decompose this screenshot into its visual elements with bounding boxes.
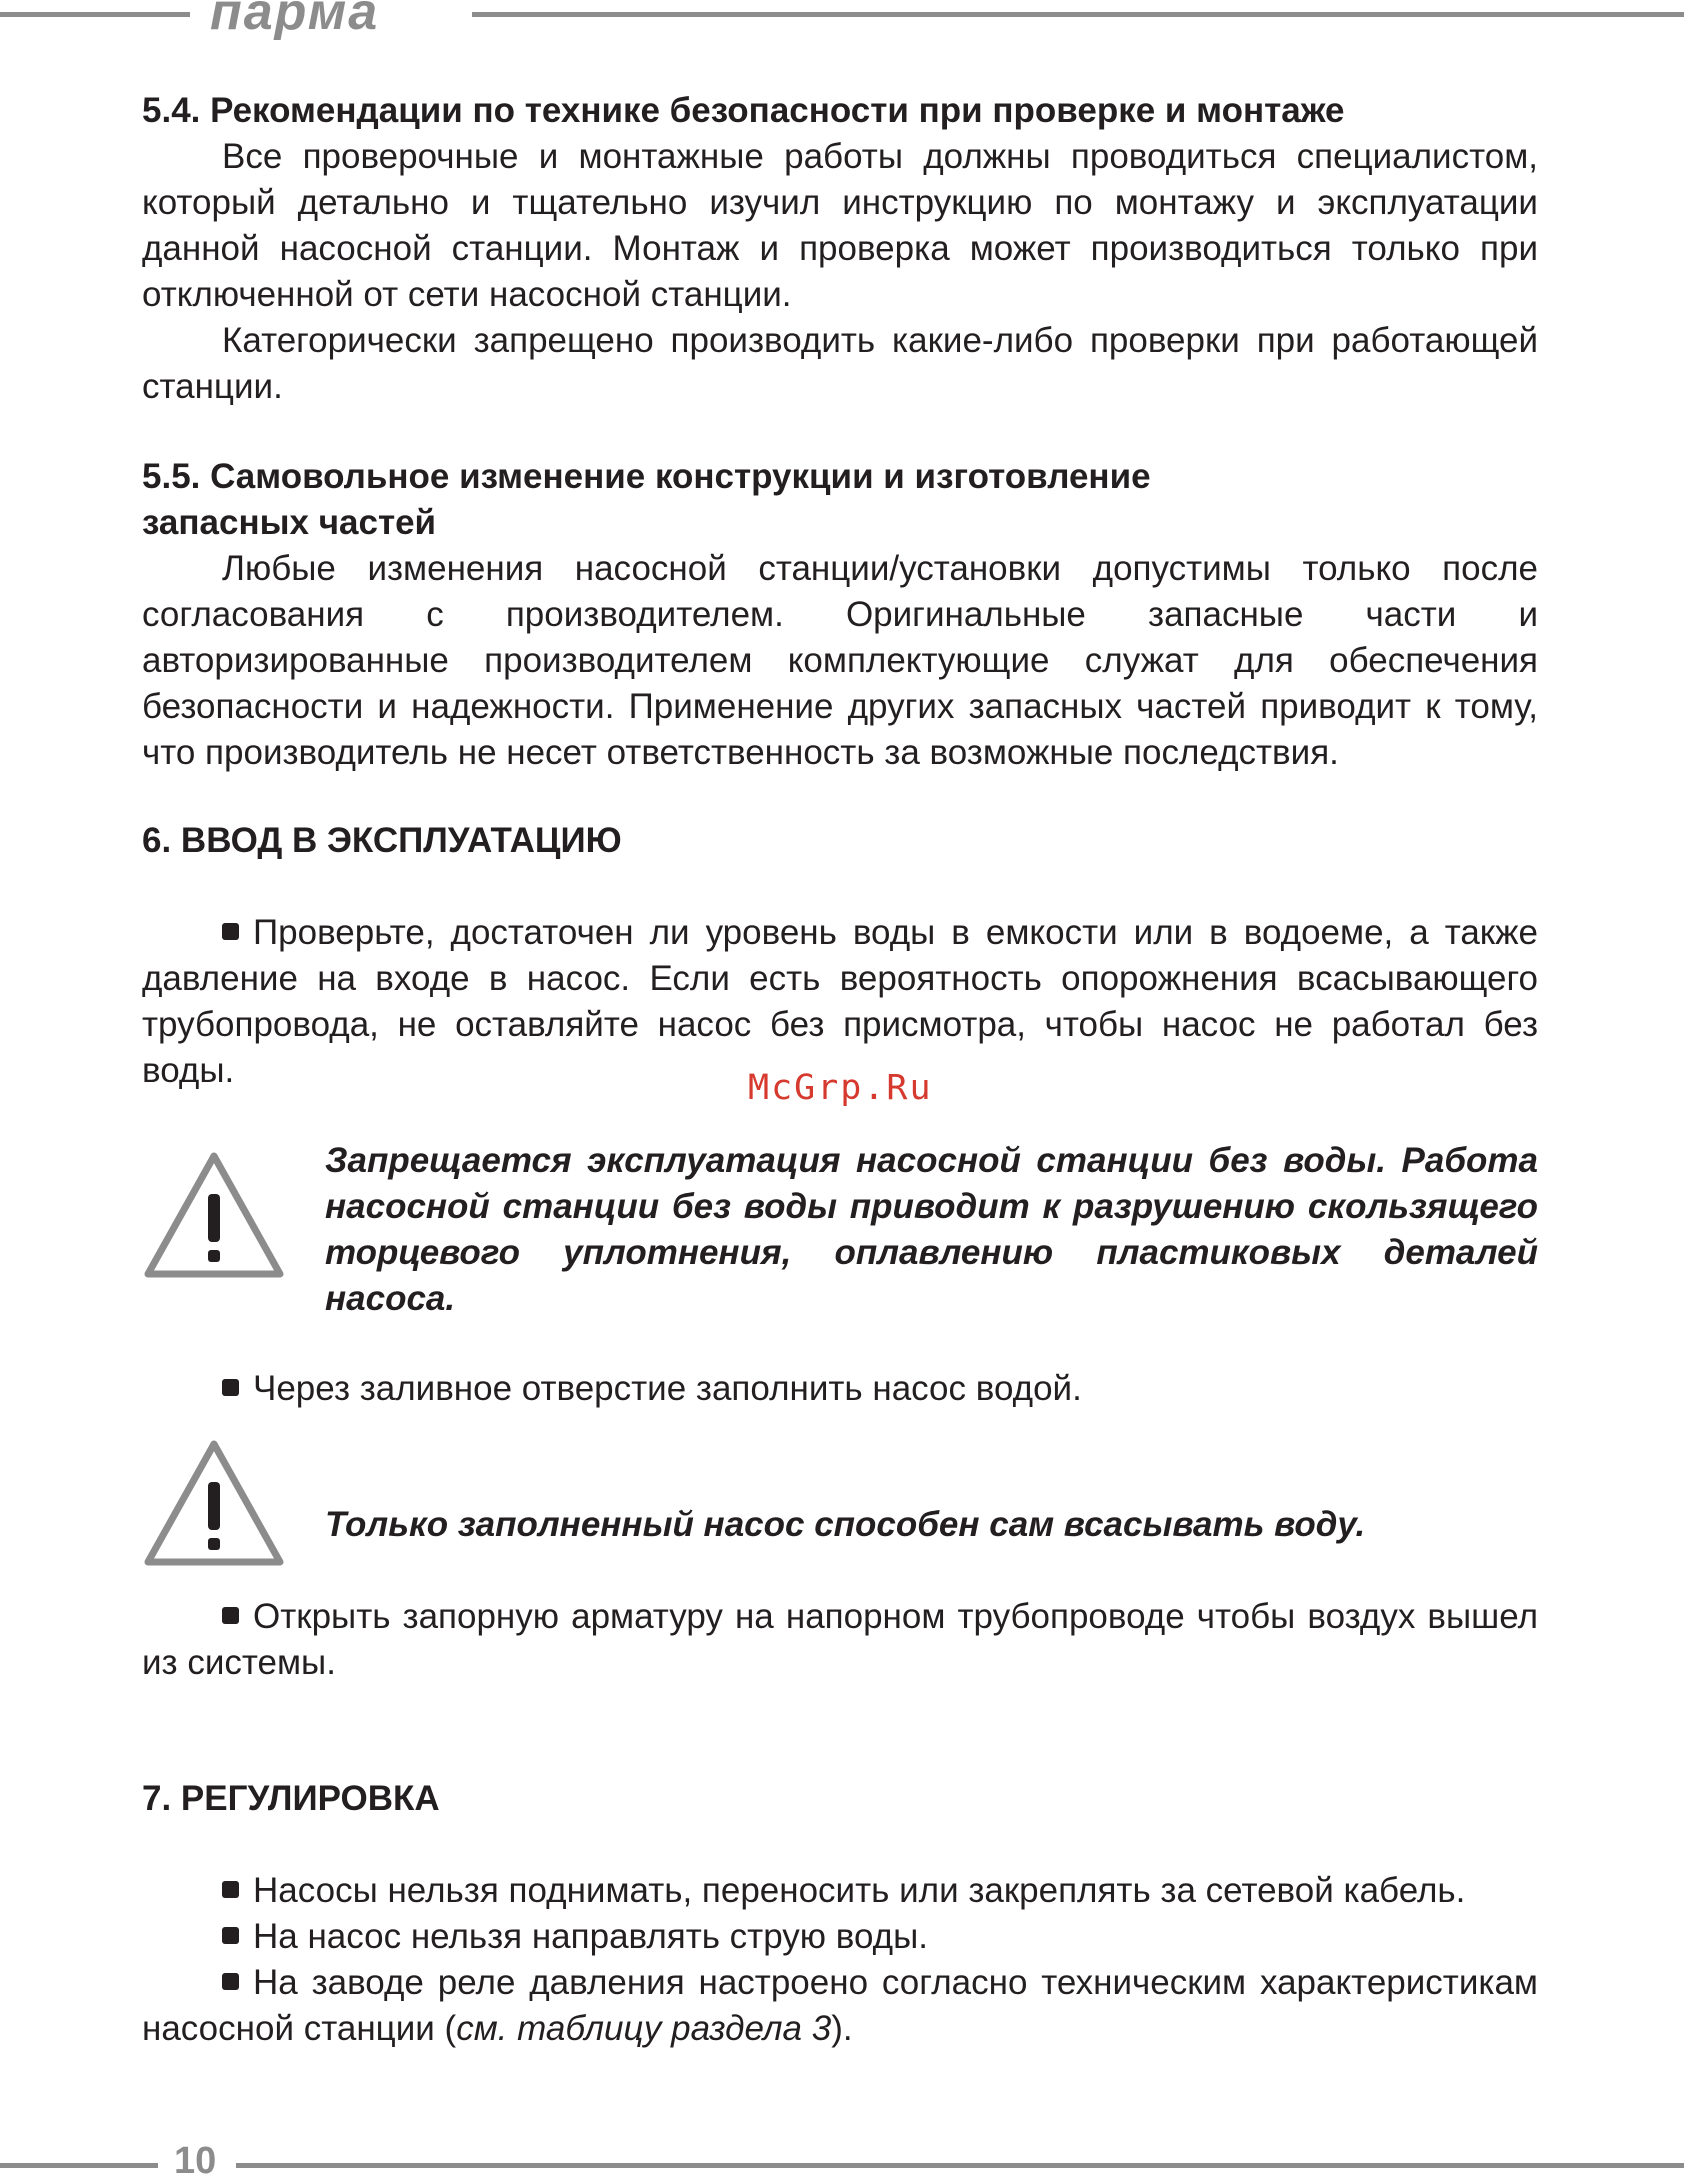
list-item-text: Проверьте, достаточен ли уровень воды в емкости или в водоеме, а также давление на входе в насос. Если есть вероятность опорожнения всасывающего трубопровода, не оставляйте насос без присмотра, чтобы насос не работал без воды. bbox=[142, 913, 1538, 1090]
paragraph: Все проверочные и монтажные работы должны проводиться специалистом, который детально и тщательно изучил инструкцию по монтажу и эксплуатации данной насосной станции. Монтаж и проверка может производиться только при отключенной от сети насосной станции. bbox=[142, 137, 1538, 314]
warning-triangle-icon bbox=[142, 1150, 286, 1284]
list-item bbox=[142, 910, 1538, 1094]
warning-text: Запрещается эксплуатация насосной станции без воды. Работа насосной станции без воды приводит к разрушению скользящего торцевого уплотнения, оплавлению пластиковых деталей насоса. bbox=[325, 1141, 1538, 1318]
list-item bbox=[142, 1594, 1538, 1686]
bullet-icon bbox=[222, 923, 239, 940]
list-item bbox=[142, 1366, 1538, 1412]
bullet-icon bbox=[222, 1607, 239, 1624]
list-item bbox=[142, 1914, 1538, 1960]
list-item bbox=[142, 1868, 1538, 1914]
header-rule-right bbox=[472, 12, 1684, 17]
bullet-icon bbox=[222, 1881, 239, 1898]
warning-block-1 bbox=[142, 1138, 1538, 1328]
section-title-line2: запасных частей bbox=[142, 503, 437, 542]
paragraph: Категорически запрещено производить какие-либо проверки при работающей станции. bbox=[142, 321, 1538, 406]
section-title: 6. ВВОД В ЭКСПЛУАТАЦИЮ bbox=[142, 821, 622, 860]
list-item-text: На насос нельзя направлять струю воды. bbox=[253, 1917, 928, 1956]
section-5-5 bbox=[142, 454, 1538, 776]
list-item bbox=[142, 1960, 1538, 2052]
warning-block-2 bbox=[142, 1436, 1538, 1576]
list-item-text: Насосы нельзя поднимать, переносить или закреплять за сетевой кабель. bbox=[253, 1871, 1466, 1910]
warning-text: Только заполненный насос способен сам всасывать воду. bbox=[325, 1505, 1366, 1544]
section-5-4 bbox=[142, 88, 1538, 410]
watermark: McGrp.Ru bbox=[748, 1068, 933, 1108]
section-6-bullet-3 bbox=[142, 1594, 1538, 1686]
section-6-bullet-2 bbox=[142, 1366, 1538, 1412]
section-6-title bbox=[142, 818, 1538, 864]
table-reference: см. таблицу раздела 3 bbox=[456, 2009, 832, 2048]
bullet-icon bbox=[222, 1379, 239, 1396]
bullet-icon bbox=[222, 1973, 239, 1990]
footer-rule-right bbox=[236, 2163, 1684, 2168]
paragraph: Любые изменения насосной станции/установки допустимы только после согласования с производителем. Оригинальные запасные части и авторизированные производителем комплектующие служат для обеспечения безопасности и надежности. Применение других запасных частей приводит к тому, что производитель не несет ответственность за возможные последствия. bbox=[142, 549, 1538, 772]
section-7-title bbox=[142, 1776, 1538, 1822]
list-item-text: Открыть запорную арматуру на напорном трубопроводе чтобы воздух вышел из системы. bbox=[142, 1597, 1538, 1682]
section-title: 7. РЕГУЛИРОВКА bbox=[142, 1779, 440, 1818]
list-item-text: Через заливное отверстие заполнить насос водой. bbox=[253, 1369, 1082, 1408]
section-title-line1: 5.5. Самовольное изменение конструкции и изготовление bbox=[142, 457, 1151, 496]
footer-rule-left bbox=[0, 2163, 158, 2168]
bullet-icon bbox=[222, 1927, 239, 1944]
section-title: 5.4. Рекомендации по технике безопасности при проверке и монтаже bbox=[142, 91, 1345, 130]
warning-triangle-icon bbox=[142, 1438, 286, 1572]
list-item-text-end: ). bbox=[831, 2009, 853, 2048]
header-rule-left bbox=[0, 12, 190, 17]
page-number: 10 bbox=[174, 2140, 217, 2182]
brand-logo: парма bbox=[210, 0, 380, 41]
list-item-text-start: На заводе реле давления настроено согласно техническим характеристикам насосной станции ( bbox=[142, 1963, 1538, 2048]
section-7-list bbox=[142, 1868, 1538, 2052]
section-6-bullet-1 bbox=[142, 910, 1538, 1094]
